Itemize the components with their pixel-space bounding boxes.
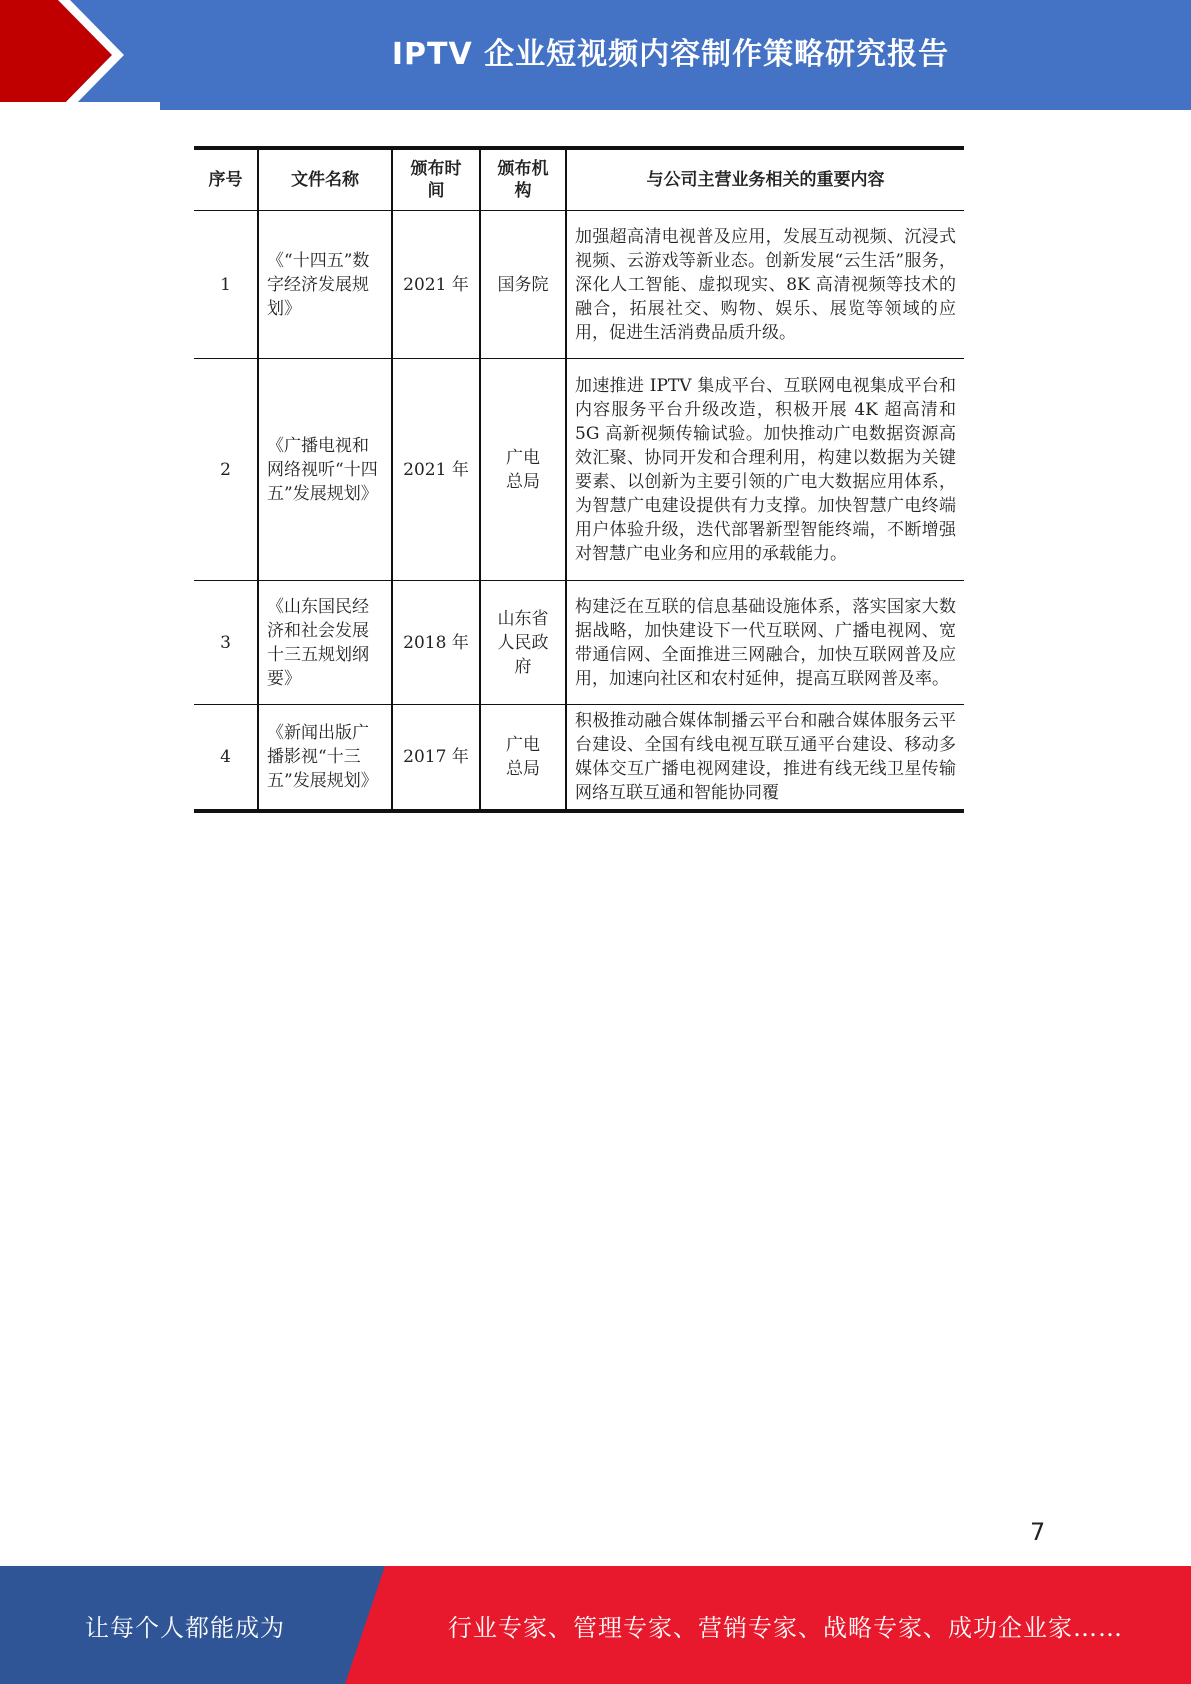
table-row — [194, 359, 964, 581]
issuing-org: 国务院 — [480, 211, 566, 359]
row-number: 3 — [194, 581, 258, 705]
document-title: IPTV 企业短视频内容制作策略研究报告 — [391, 37, 950, 72]
column-header-name: 文件名称 — [258, 148, 392, 211]
header-chevron-decoration — [0, 0, 160, 110]
key-content: 构建泛在互联的信息基础设施体系，落实国家大数据战略，加快建设下一代互联网、广播电视网、宽带通信网、全面推进三网融合，加快互联网普及应用，加速向社区和农村延伸，提高互联网普及率。 — [566, 581, 964, 705]
document-name: 《新闻出版广播影视“十三五”发展规划》 — [258, 705, 392, 812]
page-header — [0, 0, 1191, 110]
table-header-row — [194, 148, 964, 211]
key-content: 加强超高清电视普及应用，发展互动视频、沉浸式视频、云游戏等新业态。创新发展“云生活”服务，深化人工智能、虚拟现实、8K 高清视频等技术的融合，拓展社交、购物、娱乐、展览等领域的应用，促进生活消费品质升级。 — [566, 211, 964, 359]
issuing-org: 山东省人民政府 — [480, 581, 566, 705]
table-row — [194, 211, 964, 359]
footer-slogan-right: 行业专家、管理专家、营销专家、战略专家、成功企业家…… — [448, 1613, 1123, 1642]
row-number: 4 — [194, 705, 258, 812]
row-number: 2 — [194, 359, 258, 581]
page-footer — [0, 1566, 1191, 1684]
column-header-number: 序号 — [194, 148, 258, 211]
document-name: 《广播电视和网络视听“十四五”发展规划》 — [258, 359, 392, 581]
row-number: 1 — [194, 211, 258, 359]
issue-time: 2018 年 — [392, 581, 480, 705]
key-content: 加速推进 IPTV 集成平台、互联网电视集成平台和内容服务平台升级改造，积极开展 4K 超高清和 5G 高新视频传输试验。加快推动广电数据资源高效汇聚、协同开发和合理利用，构建以数据为关键要素、以创新为主要引领的广电大数据应用体系，为智慧广电建设提供有力支撑。加快智慧广电终端用户体验升级，迭代部署新型智能终端，不断增强对智慧广电业务和应用的承载能力。 — [566, 359, 964, 581]
document-name: 《山东国民经济和社会发展十三五规划纲要》 — [258, 581, 392, 705]
column-header-time: 颁布时间 — [392, 148, 480, 211]
table-row — [194, 705, 964, 812]
issuing-org: 广电总局 — [480, 359, 566, 581]
column-header-content: 与公司主营业务相关的重要内容 — [566, 148, 964, 211]
page-number: 7 — [1030, 1518, 1046, 1546]
footer-slogan-left: 让每个人都能成为 — [85, 1613, 285, 1642]
policy-table — [194, 146, 964, 813]
issuing-org: 广电总局 — [480, 705, 566, 812]
issue-time: 2017 年 — [392, 705, 480, 812]
key-content: 积极推动融合媒体制播云平台和融合媒体服务云平台建设、全国有线电视互联互通平台建设、移动多媒体交互广播电视网建设，推进有线无线卫星传输网络互联互通和智能协同覆 — [566, 705, 964, 812]
table-row — [194, 581, 964, 705]
document-name: 《“十四五”数字经济发展规划》 — [258, 211, 392, 359]
issue-time: 2021 年 — [392, 359, 480, 581]
column-header-org: 颁布机构 — [480, 148, 566, 211]
issue-time: 2021 年 — [392, 211, 480, 359]
